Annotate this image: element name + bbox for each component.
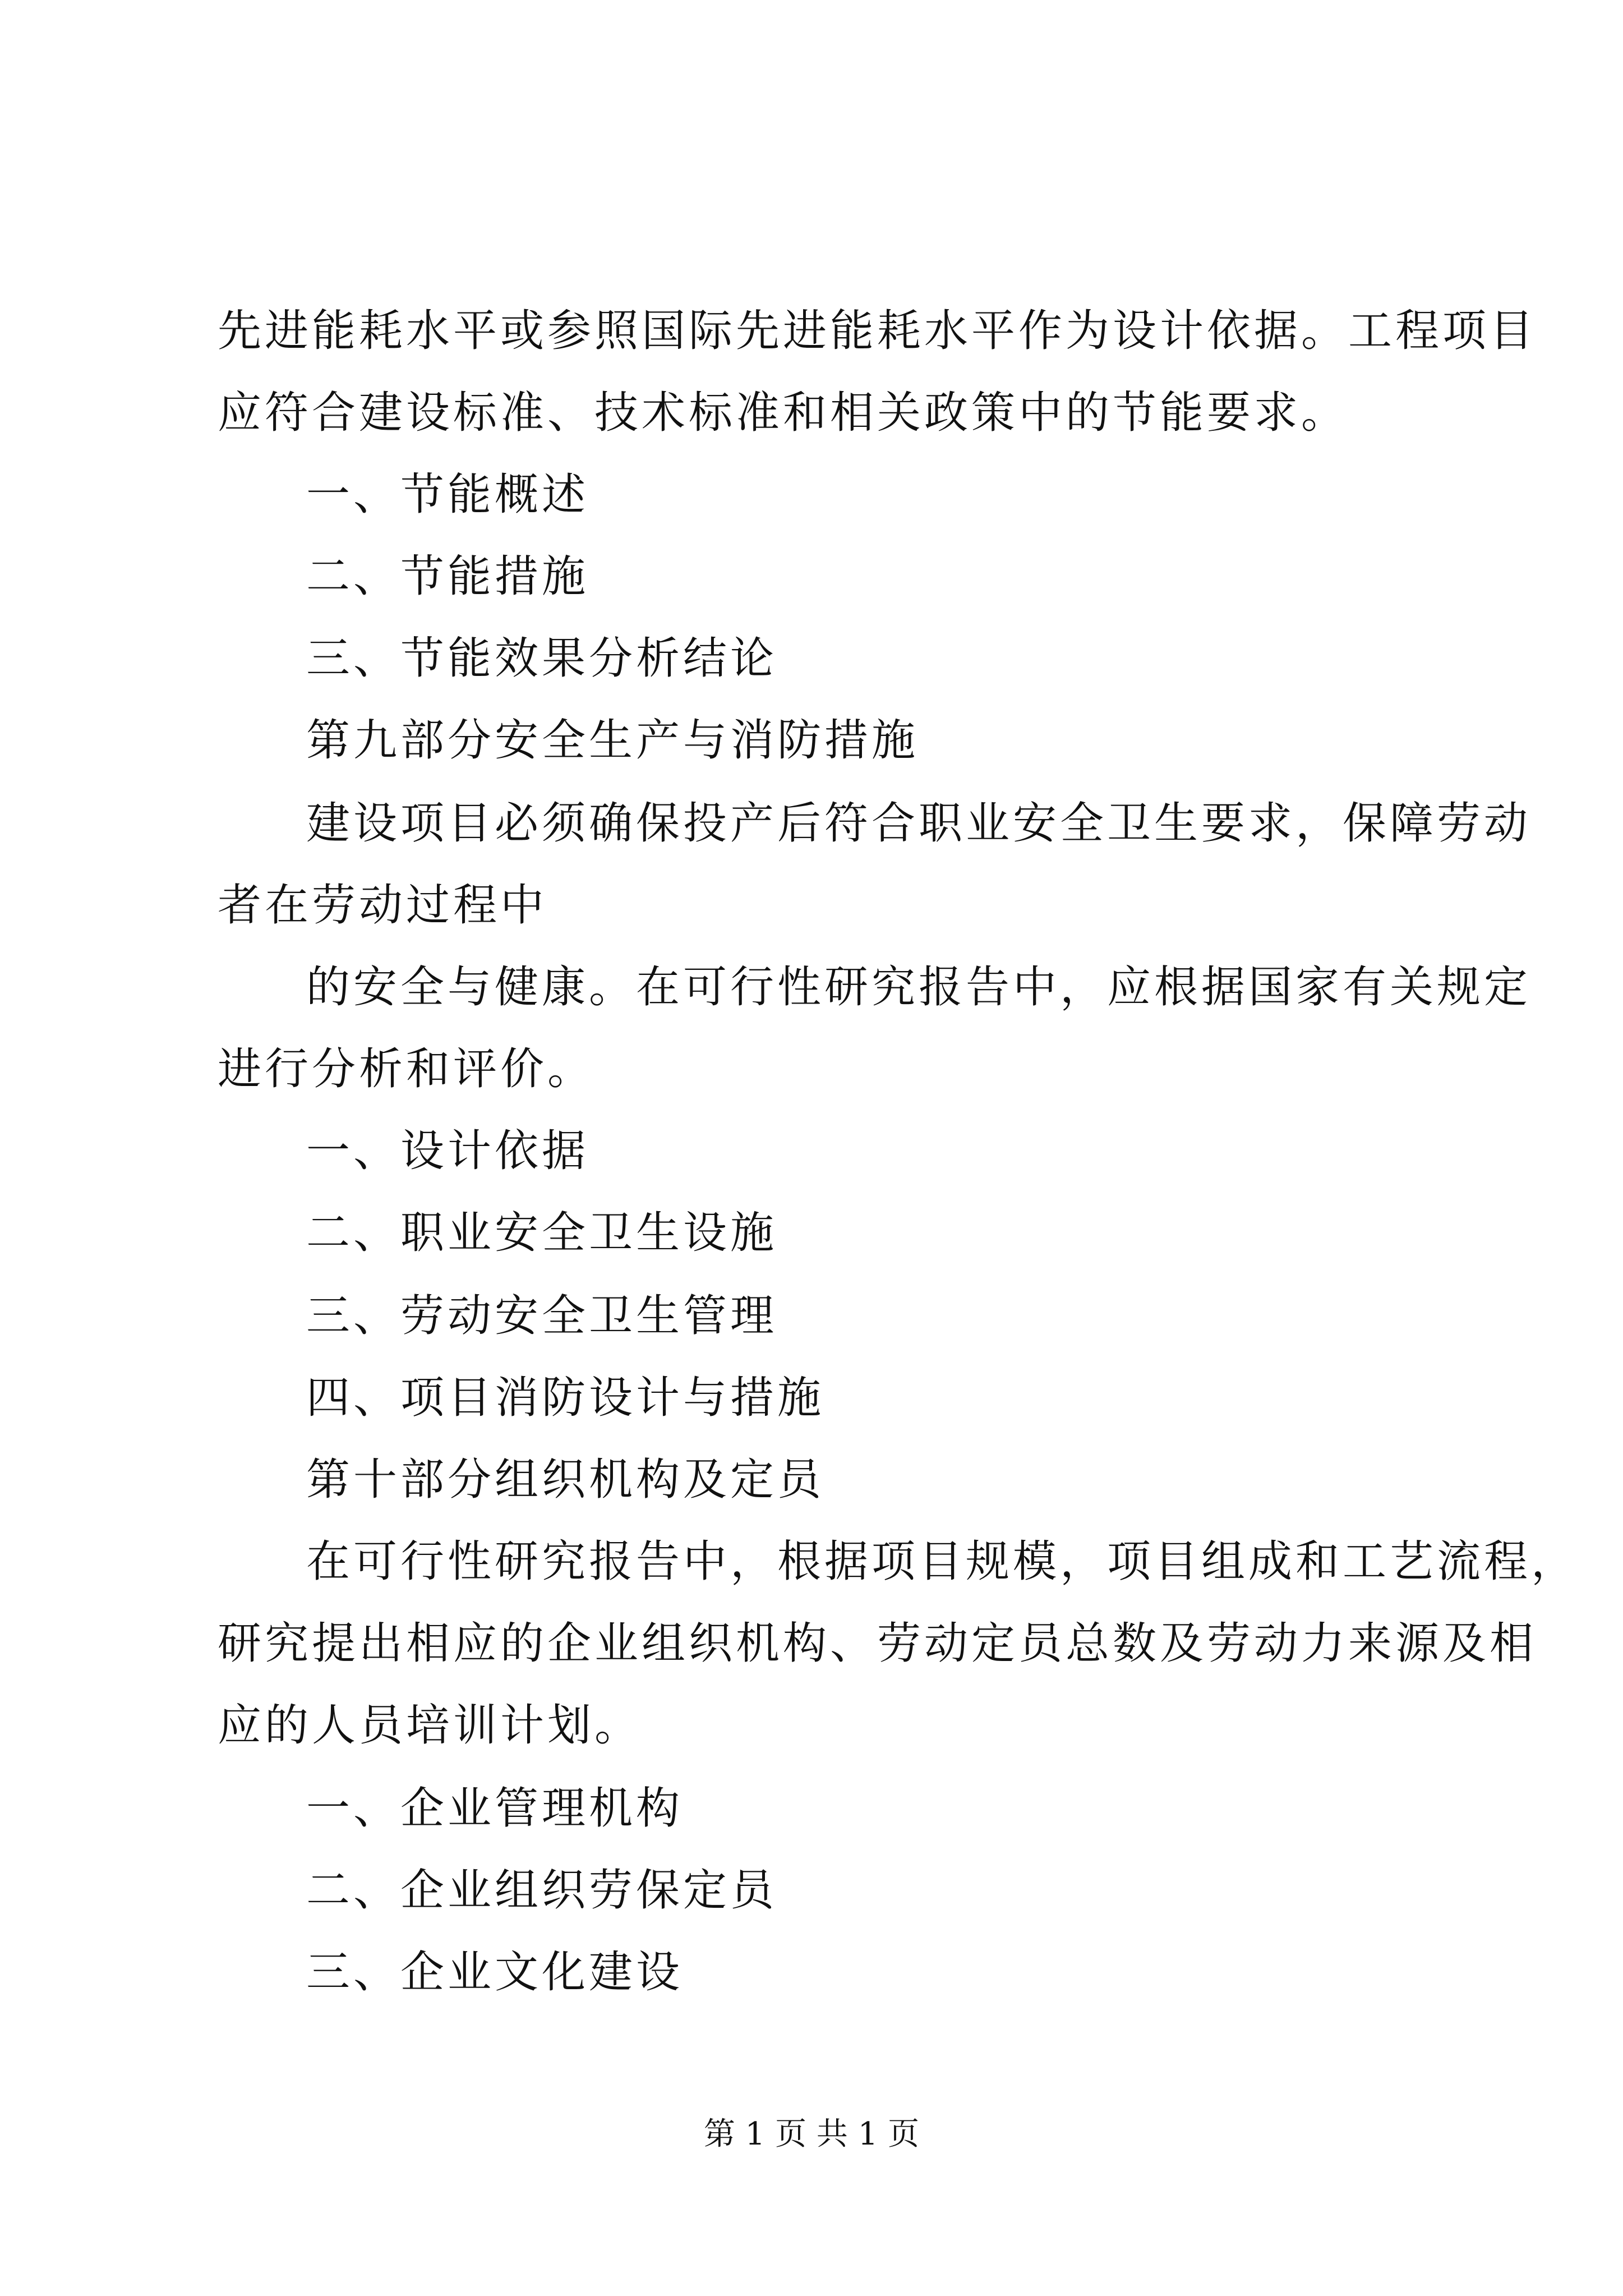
section-heading: 一、节能概述 (306, 470, 589, 520)
section-heading: 二、企业组织劳保定员 (306, 1865, 778, 1916)
paragraph-line: 先进能耗水平或参照国际先进能耗水平作为设计依据。工程项目 (218, 306, 1537, 356)
section-heading: 三、节能效果分析结论 (306, 633, 778, 684)
paragraph-line: 建设项目必须确保投产后符合职业安全卫生要求，保障劳动 (306, 798, 1532, 849)
section-heading: 二、节能措施 (306, 551, 589, 602)
section-heading: 一、设计依据 (306, 1126, 589, 1176)
paragraph-line: 应的人员培训计划。 (218, 1700, 642, 1751)
section-heading: 三、企业文化建设 (306, 1947, 684, 1998)
section-heading: 二、职业安全卫生设施 (306, 1208, 778, 1258)
page-number-footer: 第 1 页 共 1 页 (703, 2116, 920, 2152)
part-heading: 第九部分安全生产与消防措施 (306, 715, 919, 766)
paragraph-line: 在可行性研究报告中，根据项目规模，项目组成和工艺流程， (306, 1536, 1579, 1587)
section-heading: 三、劳动安全卫生管理 (306, 1291, 778, 1341)
paragraph-line: 者在劳动过程中 (218, 880, 548, 931)
paragraph-line: 的安全与健康。在可行性研究报告中，应根据国家有关规定 (306, 962, 1532, 1013)
paragraph-line: 进行分析和评价。 (218, 1044, 595, 1094)
paragraph-line: 研究提出相应的企业组织机构、劳动定员总数及劳动力来源及相 (218, 1618, 1537, 1669)
paragraph-line: 应符合建设标准、技术标准和相关政策中的节能要求。 (218, 388, 1349, 438)
part-heading: 第十部分组织机构及定员 (306, 1455, 825, 1505)
section-heading: 一、企业管理机构 (306, 1783, 684, 1834)
section-heading: 四、项目消防设计与措施 (306, 1373, 825, 1423)
